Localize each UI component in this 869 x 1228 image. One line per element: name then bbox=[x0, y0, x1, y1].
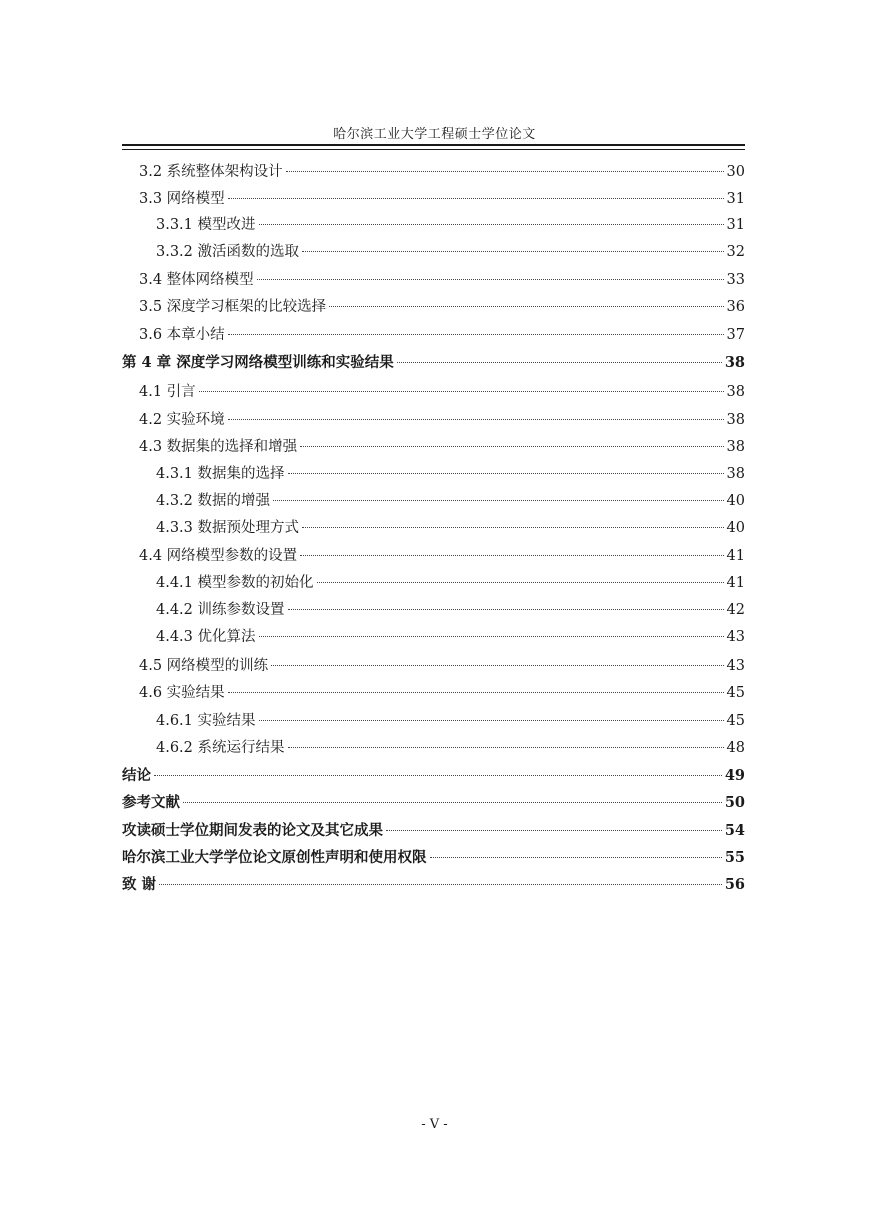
toc-entry-page: 31 bbox=[726, 190, 745, 207]
toc-entry-page: 40 bbox=[726, 520, 745, 536]
toc-entry[interactable] bbox=[122, 380, 745, 401]
toc-entry-page: 40 bbox=[726, 493, 745, 509]
toc-entry[interactable] bbox=[122, 598, 745, 619]
toc-entry-title: 3.3 网络模型 bbox=[139, 190, 225, 207]
toc-dot-leader bbox=[183, 802, 722, 803]
toc-entry-title: 4.3 数据集的选择和增强 bbox=[139, 439, 298, 455]
toc-entry-page: 43 bbox=[726, 658, 745, 674]
toc-entry[interactable] bbox=[122, 408, 745, 429]
toc-entry[interactable] bbox=[122, 625, 745, 646]
running-header: 哈尔滨工业大学工程硕士学位论文 bbox=[333, 127, 536, 142]
toc-entry-page: 45 bbox=[726, 713, 745, 729]
toc-entry[interactable] bbox=[122, 516, 745, 537]
toc-entry-page: 38 bbox=[726, 466, 745, 482]
toc-dot-leader bbox=[397, 362, 722, 363]
toc-entry-page: 36 bbox=[726, 299, 745, 315]
toc-dot-leader bbox=[430, 857, 722, 858]
toc-entry-page: 48 bbox=[726, 740, 745, 756]
toc-entry[interactable] bbox=[122, 462, 745, 483]
toc-entry[interactable] bbox=[122, 873, 745, 894]
toc-entry-page: 41 bbox=[726, 575, 745, 591]
toc-dot-leader bbox=[329, 306, 723, 307]
toc-entry-title: 3.4 整体网络模型 bbox=[139, 272, 254, 288]
toc-entry-page: 41 bbox=[726, 548, 745, 564]
toc-entry[interactable] bbox=[122, 240, 745, 261]
toc-dot-leader bbox=[300, 446, 723, 447]
toc-entry[interactable] bbox=[122, 435, 745, 456]
toc-entry-title: 3.3.1 模型改进 bbox=[156, 217, 256, 233]
header-rule-thin bbox=[122, 149, 745, 150]
toc-entry-page: 38 bbox=[724, 354, 745, 371]
toc-entry[interactable] bbox=[122, 187, 745, 208]
toc-entry-title: 4.6.2 系统运行结果 bbox=[156, 740, 285, 756]
toc-entry-page: 37 bbox=[726, 327, 745, 343]
toc-entry-title: 4.3.1 数据集的选择 bbox=[156, 466, 285, 482]
toc-entry-page: 45 bbox=[726, 685, 745, 701]
toc-dot-leader bbox=[286, 171, 724, 172]
toc-dot-leader bbox=[257, 279, 724, 280]
toc-entry[interactable] bbox=[122, 351, 745, 372]
toc-entry-page: 42 bbox=[726, 602, 745, 618]
toc-entry-page: 33 bbox=[726, 272, 745, 288]
toc-dot-leader bbox=[228, 692, 724, 693]
toc-dot-leader bbox=[273, 500, 724, 501]
toc-dot-leader bbox=[317, 582, 724, 583]
toc-entry-title: 4.4.1 模型参数的初始化 bbox=[156, 575, 314, 591]
toc-entry-title: 4.4 网络模型参数的设置 bbox=[139, 548, 298, 564]
toc-entry-title: 致 谢 bbox=[122, 876, 157, 893]
toc-entry-title: 4.1 引言 bbox=[139, 384, 196, 400]
toc-entry[interactable] bbox=[122, 846, 745, 867]
page-number: - V - bbox=[421, 1117, 448, 1132]
toc-entry[interactable] bbox=[122, 764, 745, 785]
toc-dot-leader bbox=[228, 419, 724, 420]
toc-entry-title: 第 4 章 深度学习网络模型训练和实验结果 bbox=[122, 354, 394, 371]
toc-entry-title: 4.3.2 数据的增强 bbox=[156, 493, 271, 509]
toc-entry-title: 3.2 系统整体架构设计 bbox=[139, 164, 283, 180]
toc-entry-title: 4.2 实验环境 bbox=[139, 412, 225, 428]
toc-entry-page: 43 bbox=[726, 629, 745, 645]
toc-entry-title: 参考文献 bbox=[122, 794, 180, 811]
toc-entry[interactable] bbox=[122, 489, 745, 510]
toc-entry-title: 攻读硕士学位期间发表的论文及其它成果 bbox=[122, 822, 383, 839]
toc-dot-leader bbox=[228, 198, 724, 199]
toc-entry-page: 56 bbox=[724, 876, 745, 893]
toc-entry[interactable] bbox=[122, 791, 745, 812]
toc-entry-title: 4.5 网络模型的训练 bbox=[139, 658, 269, 674]
toc-dot-leader bbox=[288, 609, 724, 610]
toc-entry-title: 4.6 实验结果 bbox=[139, 685, 225, 701]
toc-dot-leader bbox=[302, 251, 724, 252]
toc-entry-page: 32 bbox=[726, 243, 745, 260]
toc-entry[interactable] bbox=[122, 571, 745, 592]
toc-entry-page: 38 bbox=[726, 412, 745, 428]
toc-entry[interactable] bbox=[122, 268, 745, 289]
toc-dot-leader bbox=[159, 884, 722, 885]
toc-entry[interactable] bbox=[122, 295, 745, 316]
toc-entry-page: 38 bbox=[726, 439, 745, 455]
toc-entry-title: 4.4.3 优化算法 bbox=[156, 629, 256, 645]
toc-entry-page: 31 bbox=[726, 217, 745, 233]
toc-entry-title: 4.6.1 实验结果 bbox=[156, 713, 256, 729]
toc-entry[interactable] bbox=[122, 681, 745, 702]
toc-entry[interactable] bbox=[122, 709, 745, 730]
toc-entry-title: 4.4.2 训练参数设置 bbox=[156, 602, 285, 618]
toc-entry[interactable] bbox=[122, 323, 745, 344]
toc-dot-leader bbox=[259, 224, 724, 225]
toc-dot-leader bbox=[288, 473, 724, 474]
toc-dot-leader bbox=[259, 720, 724, 721]
toc-entry-page: 55 bbox=[724, 849, 745, 866]
toc-entry-page: 49 bbox=[724, 767, 745, 784]
toc-entry-title: 3.3.2 激活函数的选取 bbox=[156, 243, 300, 260]
toc-entry-title: 4.3.3 数据预处理方式 bbox=[156, 520, 300, 536]
toc-entry[interactable] bbox=[122, 213, 745, 234]
toc-dot-leader bbox=[300, 555, 723, 556]
header-rule-thick bbox=[122, 144, 745, 146]
toc-dot-leader bbox=[154, 775, 722, 776]
toc-entry-title: 结论 bbox=[122, 767, 151, 784]
toc-entry-page: 50 bbox=[724, 794, 745, 811]
toc-entry[interactable] bbox=[122, 544, 745, 565]
toc-entry-page: 38 bbox=[726, 384, 745, 400]
toc-entry-page: 54 bbox=[724, 822, 745, 839]
toc-dot-leader bbox=[259, 636, 724, 637]
toc-dot-leader bbox=[271, 665, 723, 666]
toc-dot-leader bbox=[302, 527, 724, 528]
toc-dot-leader bbox=[228, 334, 724, 335]
toc-entry-title: 3.5 深度学习框架的比较选择 bbox=[139, 299, 327, 315]
toc-dot-leader bbox=[199, 391, 724, 392]
toc-entry-page: 30 bbox=[726, 164, 745, 180]
toc-entry-title: 3.6 本章小结 bbox=[139, 327, 225, 343]
toc-entry[interactable] bbox=[122, 160, 745, 181]
toc-dot-leader bbox=[288, 747, 724, 748]
toc-entry[interactable] bbox=[122, 819, 745, 840]
toc-entry-title: 哈尔滨工业大学学位论文原创性声明和使用权限 bbox=[122, 849, 427, 866]
toc-entry[interactable] bbox=[122, 736, 745, 757]
toc-entry[interactable] bbox=[122, 654, 745, 675]
toc-dot-leader bbox=[386, 830, 722, 831]
